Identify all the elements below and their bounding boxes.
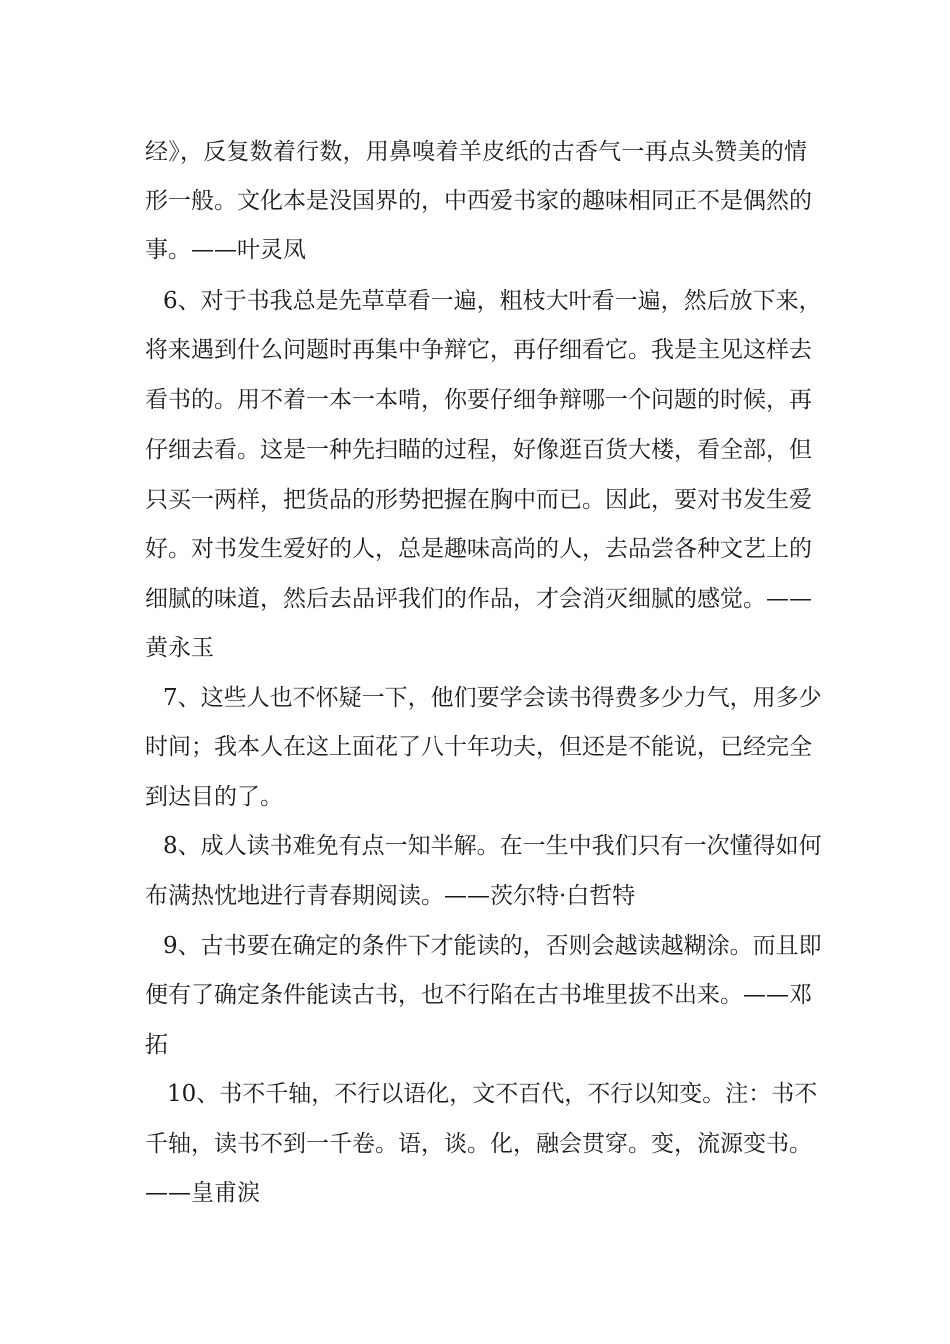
quote-6-line-6: 好。对书发生爱好的人，总是趣味高尚的人，去品尝各种文艺上的 [145,536,812,562]
quote-6-line-2: 将来遇到什么问题时再集中争辩它，再仔细看它。我是主见这样去 [145,337,812,363]
quote-6-line-5: 只买一两样，把货品的形势把握在胸中而已。因此，要对书发生爱 [145,487,812,513]
quote-6-line-8: 黄永玉 [145,635,214,661]
quote-7-line-2: 时间；我本人在这上面花了八十年功夫，但还是不能说，已经完全 [145,734,812,760]
paragraph-continuation-line-1: 经》，反复数着行数，用鼻嗅着羊皮纸的古香气一再点头赞美的情 [145,139,807,165]
quote-9-line-3: 拓 [145,1032,168,1058]
quote-8-line-1: 8、成人读书难免有点一知半解。在一生中我们只有一次懂得如何 [163,833,822,859]
quote-9-line-2: 便有了确定条件能读古书，也不行陷在古书堆里拔不出来。——邓 [145,982,812,1008]
quote-10-line-1: 10、书不千轴，不行以语化，文不百代，不行以知变。注：书不 [167,1081,818,1107]
quote-8-line-2: 布满热忱地进行青春期阅读。——茨尔特·白哲特 [145,883,636,909]
quote-10-line-2: 千轴，读书不到一千卷。语，谈。化，融会贯穿。变，流源变书。 [145,1131,812,1157]
quote-6-line-3: 看书的。用不着一本一本啃，你要仔细争辩哪一个问题的时候，再 [145,387,812,413]
quote-10-line-3: ——皇甫涙 [145,1180,260,1206]
quote-6-line-1: 6、对于书我总是先草草看一遍，粗枝大叶看一遍，然后放下来， [163,288,822,314]
quote-6-line-7: 细腻的味道，然后去品评我们的作品，才会消灭细腻的感觉。—— [145,586,812,612]
paragraph-continuation-line-2: 形一般。文化本是没国界的，中西爱书家的趣味相同正不是偶然的 [145,188,812,214]
quote-7-line-3: 到达目的了。 [145,784,283,810]
paragraph-continuation-line-3: 事。——叶灵凤 [145,237,306,263]
quote-7-line-1: 7、这些人也不怀疑一下，他们要学会读书得费多少力气，用多少 [163,685,822,711]
quote-9-line-1: 9、古书要在确定的条件下才能读的，否则会越读越糊涂。而且即 [163,933,822,959]
quote-6-line-4: 仔细去看。这是一种先扫瞄的过程，好像逛百货大楼，看全部，但 [145,437,812,463]
